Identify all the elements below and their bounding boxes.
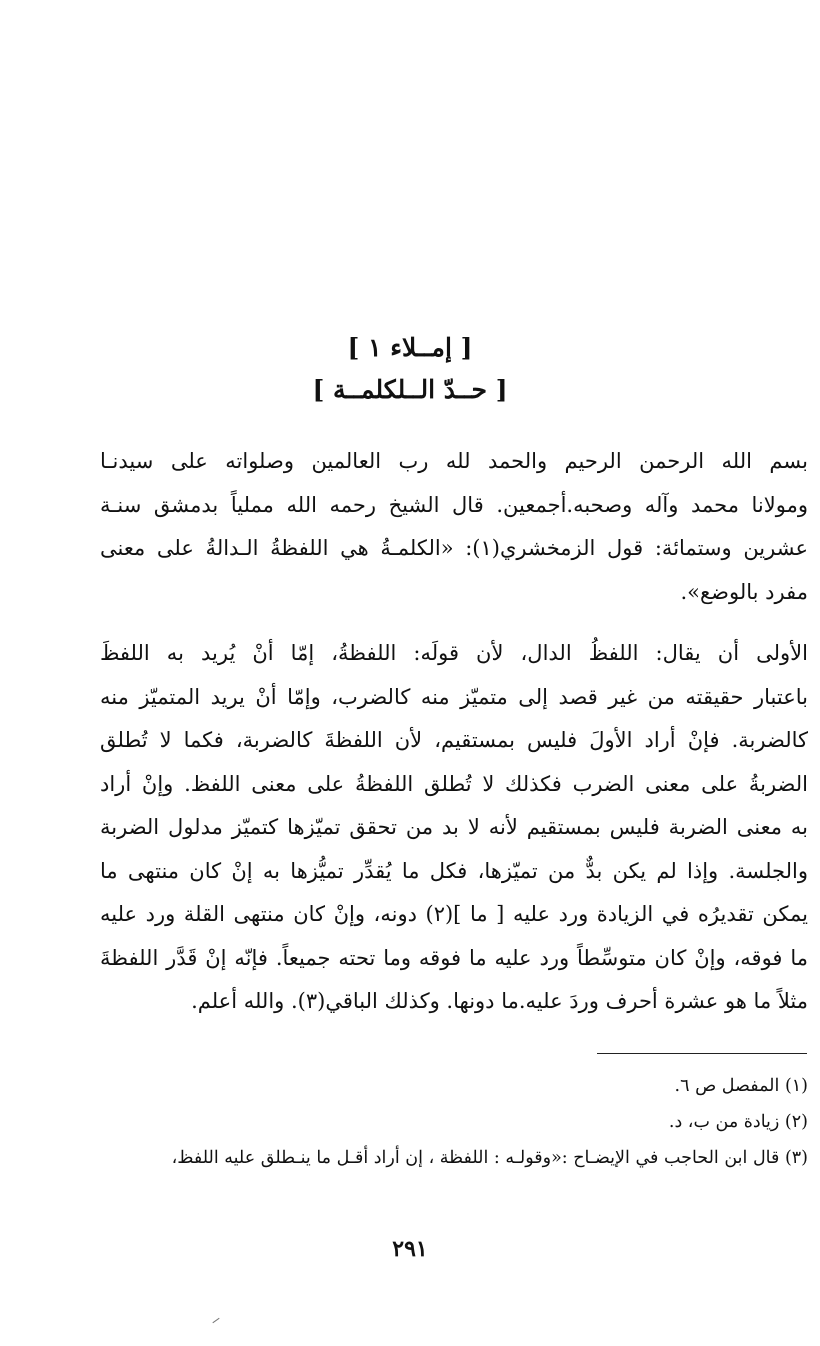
text-line: كالضربة. فإنْ أراد الأولَ فليس بمستقيم، لأن اللفظةَ كالضربة، فكما لا تُطلق xyxy=(100,728,808,752)
commentary-paragraph xyxy=(100,632,808,1024)
text-line: يمكن تقديرُه في الزيادة ورد عليه [ ما ](٢) دونه، وإنْ كان منتهى القلة ورد عليه xyxy=(100,902,808,926)
text-line: الأولى أن يقال: اللفظُ الدال، لأن قولَه: اللفظةُ، إمّا أنْ يُريد به اللفظَ xyxy=(100,641,808,665)
section-title-heading: [ حــدّ الــلكلمــة ] xyxy=(312,375,508,404)
dictation-number-heading: [ إمــلاء ١ ] xyxy=(347,333,473,362)
footnote-1: (١) المفصل ص ٦. xyxy=(674,1076,808,1096)
footnote-2: (٢) زيادة من ب، د. xyxy=(668,1112,808,1132)
text-line: ما فوقه، وإنْ كان متوسِّطاً ورد عليه ما فوقه وما تحته جميعاً. فإنّه إنْ قَدَّر اللفظةَ xyxy=(100,945,808,970)
footnotes xyxy=(80,1068,808,1176)
text-line: الضربةُ على معنى الضرب فكذلك لا تُطلق اللفظةُ على معنى اللفظ. وإنْ أراد xyxy=(100,771,808,796)
footnote-3: (٣) قال ابن الحاجب في الإيضـاح :«وقولـه : اللفظة ، إن أراد أقـل ما ينـطلق عليه اللفظ، xyxy=(171,1148,808,1168)
opening-paragraph xyxy=(100,440,808,614)
text-line: مفرد بالوضع». xyxy=(680,579,808,604)
text-line: مثلاً ما هو عشرة أحرف وردَ عليه.ما دونها. وكذلك الباقي(٣). والله أعلم. xyxy=(191,989,808,1013)
footnote-separator xyxy=(597,1053,807,1054)
text-line: باعتبار حقيقته من غير قصد إلى متميّز منه كالضرب، وإمّا أنْ يريد المتميّز منه xyxy=(100,684,808,709)
text-line: والجلسة. وإذا لم يكن بدٌّ من تميّزها، فكل ما يُقدِّر تميُّزها به إنْ كان منتهى ما xyxy=(100,858,808,883)
page-number: ٢٩١ xyxy=(392,1236,428,1262)
text-line: بسم الله الرحمن الرحيم والحمد لله رب العالمين وصلواته على سيدنـا xyxy=(100,449,808,473)
text-line: ومولانا محمد وآله وصحبه.أجمعين. قال الشيخ رحمه الله مملياً بدمشق سنـة xyxy=(100,492,808,517)
scan-speck xyxy=(212,1318,219,1323)
text-line: به معنى الضربة فليس بمستقيم لأنه لا بد من تحقق تميّزها كتميّز مدلول الضربة xyxy=(100,815,808,839)
text-line: عشرين وستمائة: قول الزمخشري(١): «الكلمـةُ هي اللفظةُ الـدالةُ على معنى xyxy=(100,536,809,560)
